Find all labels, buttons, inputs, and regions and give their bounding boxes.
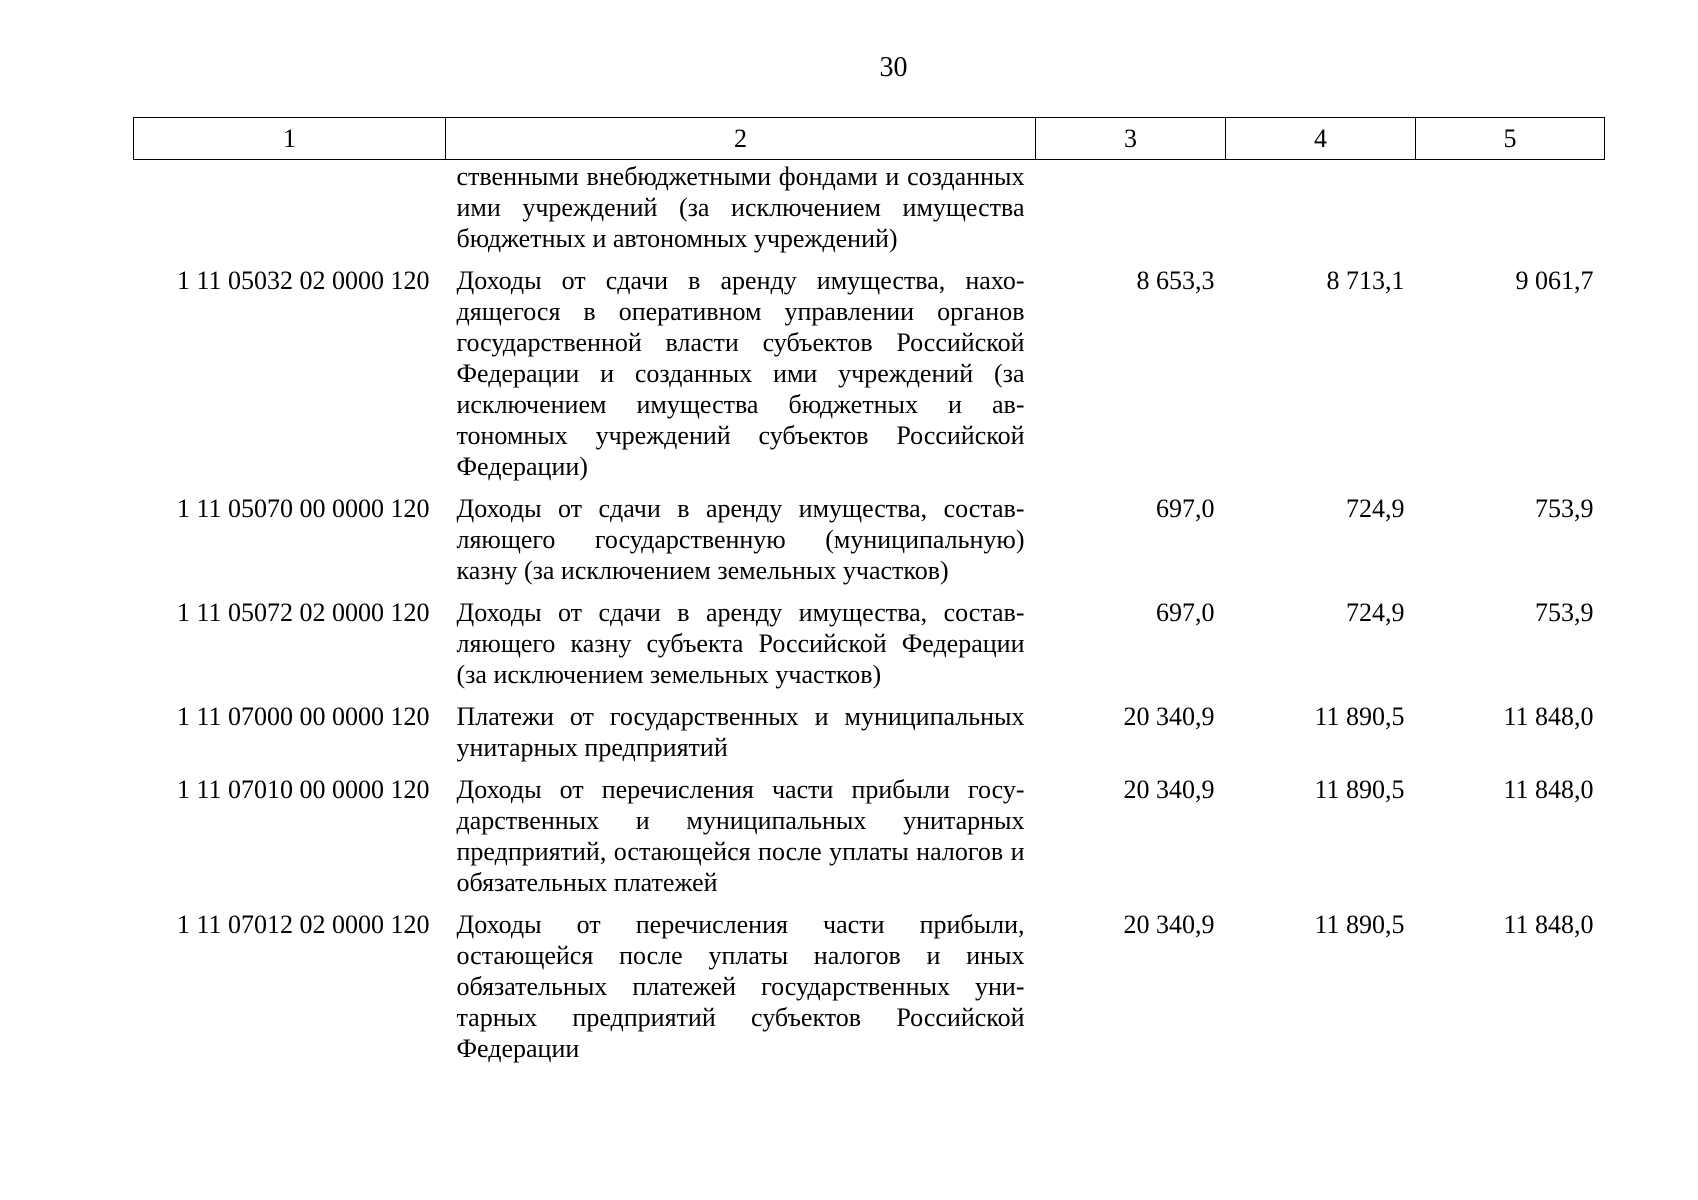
revenue-description: Платежи от государственных и муниципальных унитарных предприятий (456, 702, 1025, 762)
table-row (134, 493, 1605, 597)
value-col-3: 8 653,3 (1136, 266, 1215, 295)
value-col-5: 753,9 (1535, 494, 1594, 523)
revenue-description: Доходы от сдачи в аренду имущества, составляющего государственную (муниципальную) казну (за исключением земельных участков) (456, 494, 1025, 585)
table-row (134, 597, 1605, 701)
value-col-5: 9 061,7 (1515, 266, 1594, 295)
page-number: 30 (879, 52, 908, 83)
budget-code: 1 11 07012 02 0000 120 (176, 910, 430, 939)
budget-code: 1 11 05032 02 0000 120 (176, 266, 430, 295)
revenue-table (133, 117, 1605, 1075)
value-col-4: 11 890,5 (1314, 910, 1405, 939)
table-body (134, 160, 1605, 1076)
value-col-4: 724,9 (1346, 494, 1405, 523)
budget-code: 1 11 07010 00 0000 120 (176, 775, 430, 804)
column-header-3: 3 (1036, 118, 1226, 160)
value-col-3: 20 340,9 (1123, 910, 1215, 939)
value-col-4 (1226, 160, 1416, 266)
budget-code: 1 11 05070 00 0000 120 (176, 494, 430, 523)
value-col-3: 20 340,9 (1123, 702, 1215, 731)
table-header (134, 118, 1605, 160)
column-header-1: 1 (134, 118, 446, 160)
revenue-description: Доходы от перечисления части прибыли, остающейся после уплаты налогов и иных обязательных платежей государственных унитарных предприятий субъектов Российской Федерации (456, 910, 1025, 1063)
value-col-4: 724,9 (1346, 598, 1405, 627)
table-row (134, 774, 1605, 909)
value-col-5: 11 848,0 (1503, 910, 1594, 939)
table-row (134, 909, 1605, 1075)
value-col-4: 8 713,1 (1326, 266, 1405, 295)
column-header-2: 2 (446, 118, 1036, 160)
budget-code (134, 160, 446, 266)
value-col-3: 20 340,9 (1123, 775, 1215, 804)
value-col-4: 11 890,5 (1314, 775, 1405, 804)
revenue-description: Доходы от сдачи в аренду имущества, составляющего казну субъекта Российской Федерации (за исключением земельных участков) (456, 598, 1025, 689)
value-col-5: 753,9 (1535, 598, 1594, 627)
value-col-5 (1416, 160, 1605, 266)
table-row (134, 701, 1605, 774)
value-col-3: 697,0 (1156, 598, 1215, 627)
value-col-4: 11 890,5 (1314, 702, 1405, 731)
header-row (134, 118, 1605, 160)
value-col-3 (1036, 160, 1226, 266)
revenue-description: Доходы от перечисления части прибыли государственных и муниципальных унитарных предприятий, остающейся после уплаты налогов и обязательных платежей (456, 775, 1025, 897)
budget-code: 1 11 07000 00 0000 120 (176, 702, 430, 731)
table-row (134, 160, 1605, 266)
budget-code: 1 11 05072 02 0000 120 (176, 598, 430, 627)
column-header-4: 4 (1226, 118, 1416, 160)
column-header-5: 5 (1416, 118, 1605, 160)
table-row (134, 265, 1605, 493)
value-col-5: 11 848,0 (1503, 775, 1594, 804)
revenue-description: ственными внебюджетными фондами и созданных ими учреждений (за исключением имущества бюджетных и автономных учреждений) (456, 162, 1025, 253)
value-col-3: 697,0 (1156, 494, 1215, 523)
revenue-description: Доходы от сдачи в аренду имущества, находящегося в оперативном управлении органов государственной власти субъектов Российской Федерации и созданных ими учреждений (за исключением имущества бюджетных и автономных учреждений субъектов Российской Федерации) (456, 266, 1025, 481)
value-col-5: 11 848,0 (1503, 702, 1594, 731)
